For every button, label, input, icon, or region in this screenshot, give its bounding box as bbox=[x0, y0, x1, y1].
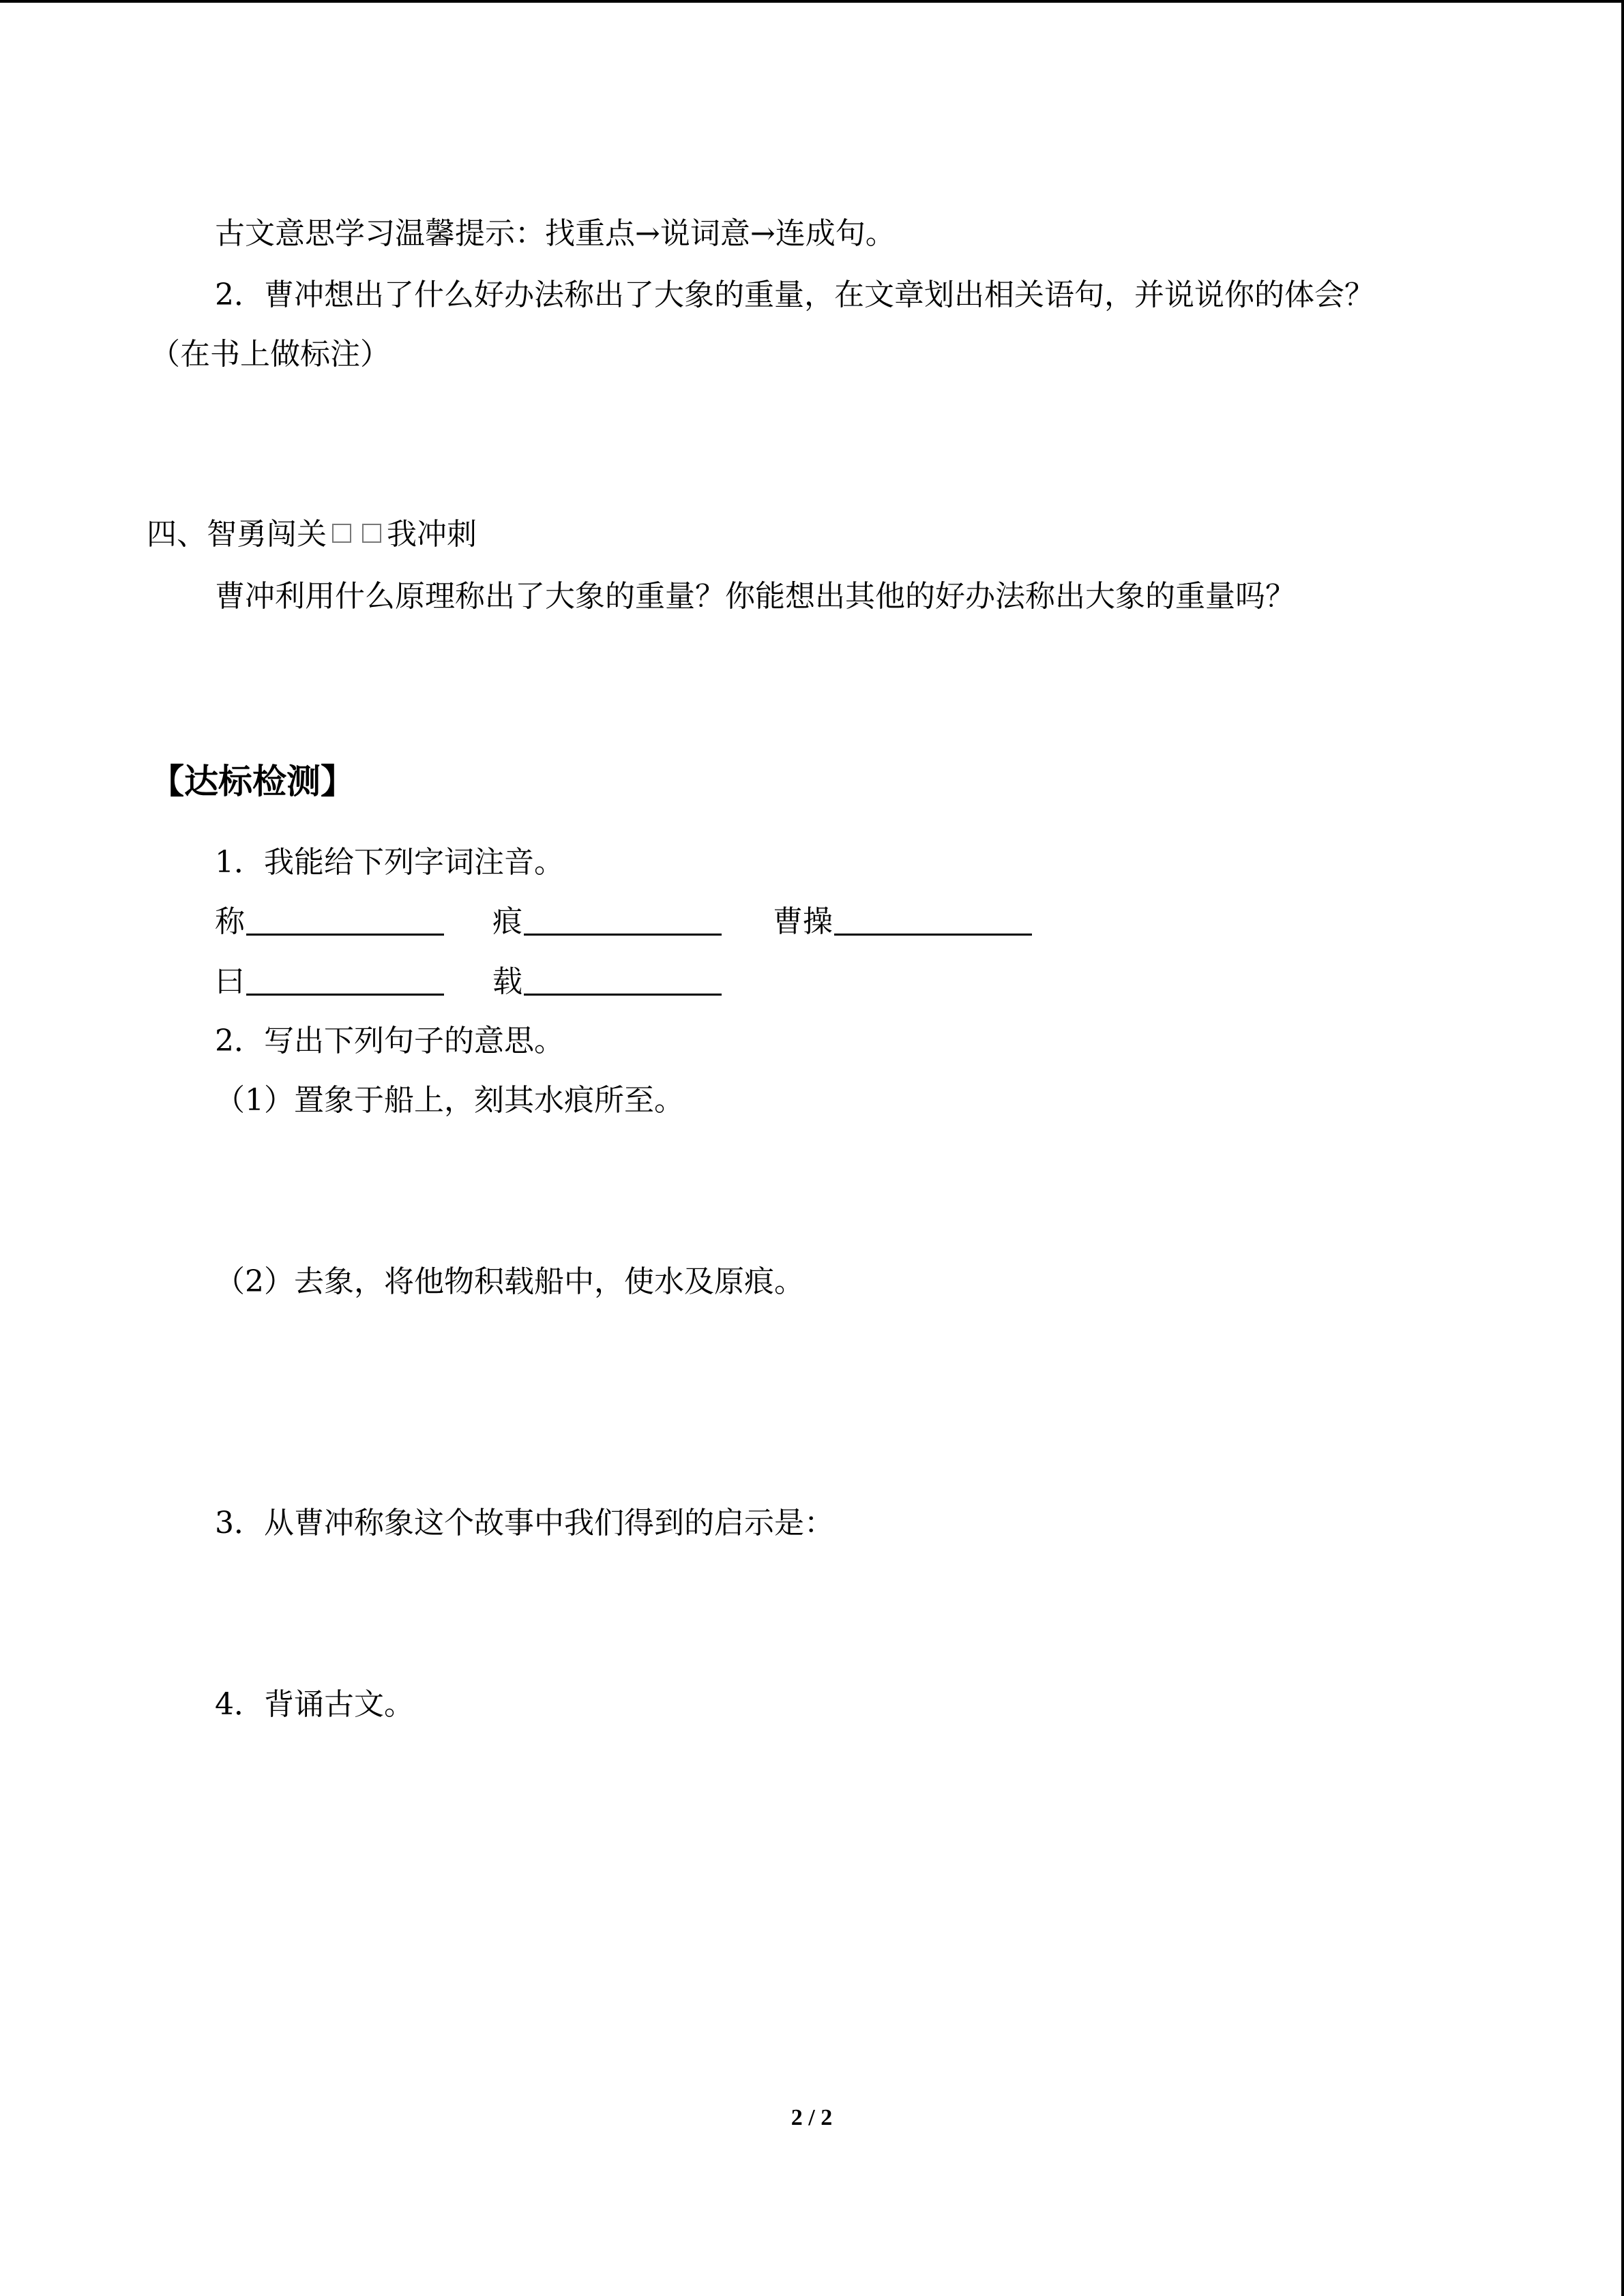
test-question-1: 1．我能给下列字词注音。 bbox=[215, 845, 564, 880]
test-question-3: 3．从曹冲称象这个故事中我们得到的启示是： bbox=[215, 1506, 834, 1540]
pinyin-item bbox=[773, 901, 1032, 942]
pinyin-item bbox=[215, 901, 444, 942]
pinyin-item bbox=[492, 961, 722, 1002]
pinyin-item bbox=[492, 901, 722, 942]
test-question-2-2: （2）去象，将他物积载船中，使水及原痕。 bbox=[215, 1264, 804, 1299]
test-question-2-1: （1）置象于船上，刻其水痕所至。 bbox=[215, 1083, 684, 1118]
pinyin-label: 曹操 bbox=[773, 904, 833, 939]
answer-blank[interactable] bbox=[524, 934, 722, 936]
tip-line: 古文意思学习温馨提示：找重点→说词意→连成句。 bbox=[215, 216, 896, 251]
right-border-line bbox=[1621, 0, 1624, 2296]
section-four-question: 曹冲利用什么原理称出了大象的重量？你能想出其他的好办法称出大象的重量吗？ bbox=[215, 579, 1295, 614]
section-four-title bbox=[147, 514, 477, 555]
test-heading: 【达标检测】 bbox=[150, 762, 355, 801]
pinyin-item bbox=[215, 961, 444, 1002]
checkbox-icon bbox=[332, 524, 351, 543]
pinyin-label: 痕 bbox=[492, 904, 522, 939]
answer-blank[interactable] bbox=[246, 934, 444, 936]
checkbox-icon bbox=[362, 524, 381, 543]
question-2-line2: （在书上做标注） bbox=[150, 337, 390, 372]
answer-blank[interactable] bbox=[834, 934, 1032, 936]
answer-blank[interactable] bbox=[246, 994, 444, 996]
page-number: 2 / 2 bbox=[791, 2105, 833, 2130]
test-question-4: 4．背诵古文。 bbox=[215, 1687, 414, 1722]
pinyin-label: 称 bbox=[215, 904, 245, 939]
pinyin-label: 曰 bbox=[215, 964, 245, 999]
question-2-line1: 2．曹冲想出了什么好办法称出了大象的重量，在文章划出相关语句，并说说你的体会？ bbox=[215, 278, 1374, 312]
section-four-prefix: 四、智勇闯关 bbox=[147, 517, 327, 552]
top-border-line bbox=[0, 0, 1624, 3]
test-question-2: 2．写出下列句子的意思。 bbox=[215, 1024, 564, 1058]
pinyin-label: 载 bbox=[492, 964, 522, 999]
answer-blank[interactable] bbox=[524, 994, 722, 996]
section-four-suffix: 我冲刺 bbox=[387, 517, 477, 552]
